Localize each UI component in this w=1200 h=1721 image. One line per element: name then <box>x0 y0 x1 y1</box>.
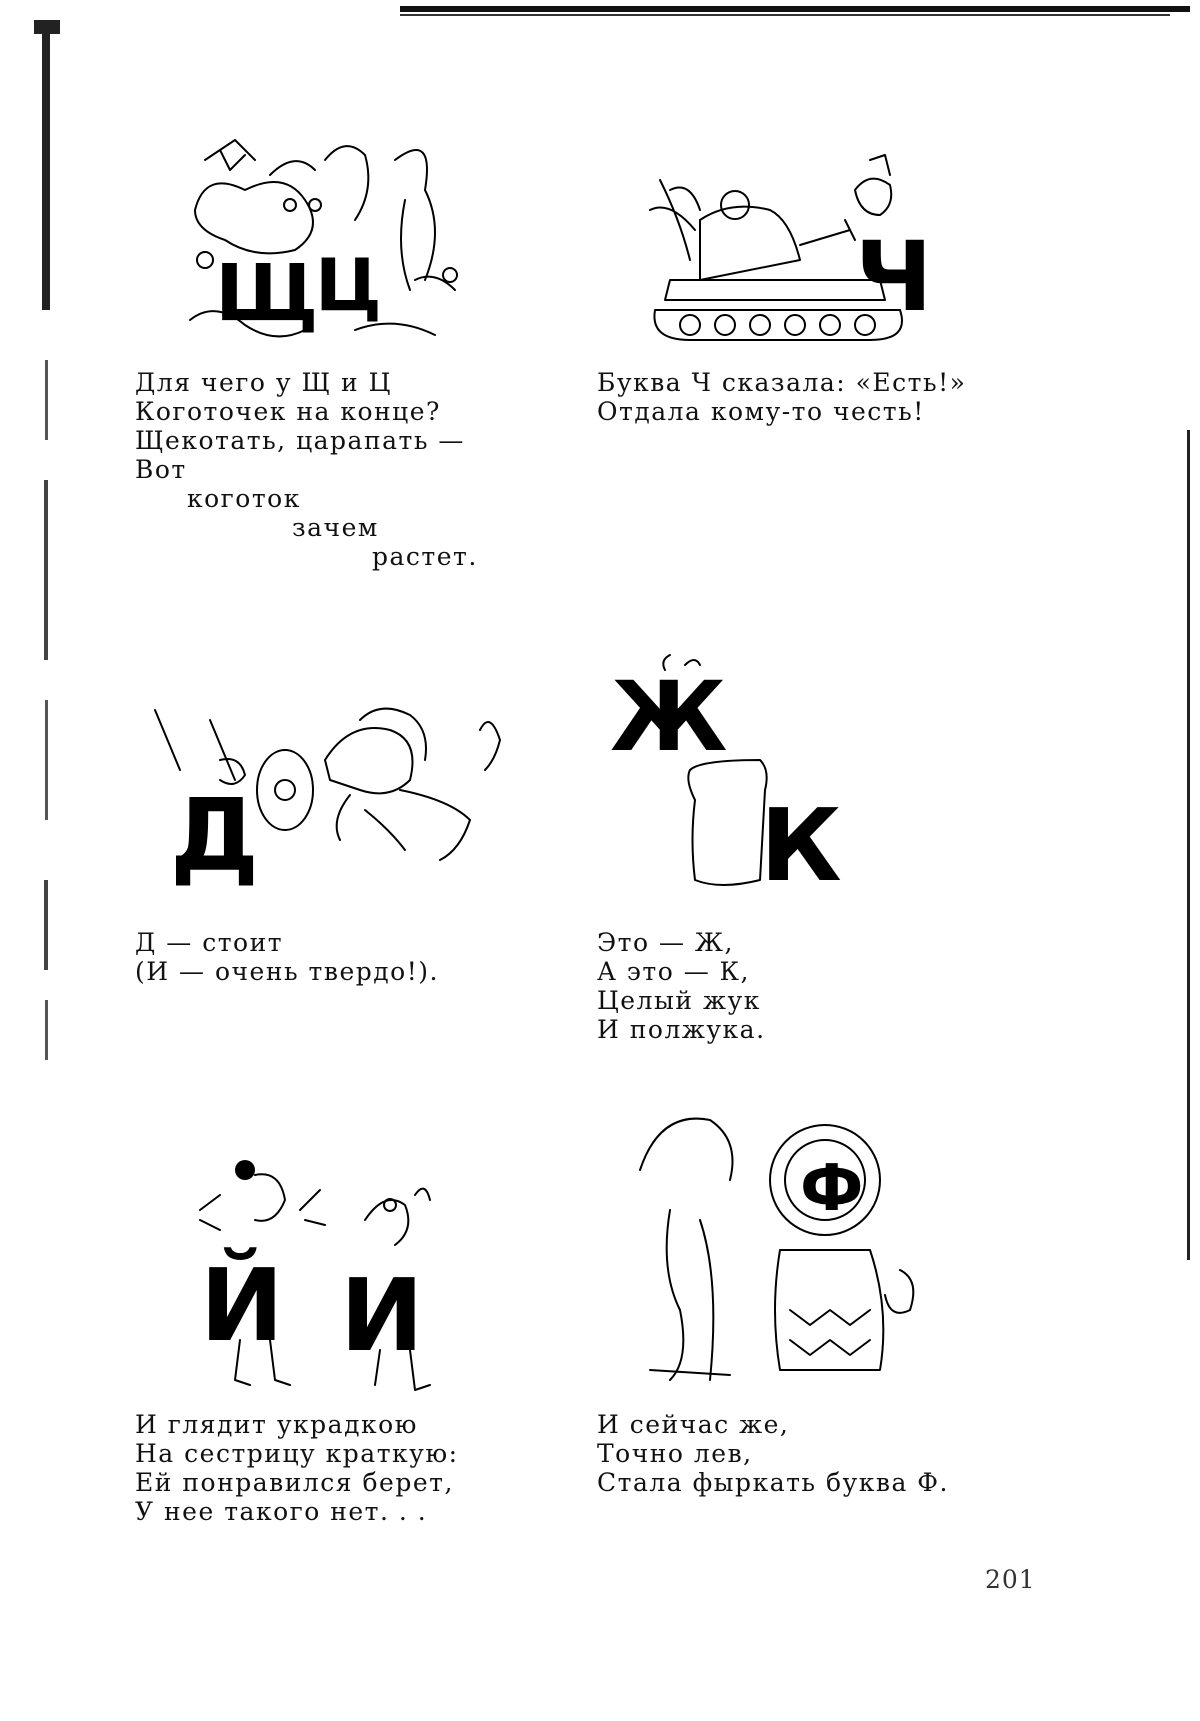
letter-f: Ф <box>800 1152 864 1226</box>
verse-line: И полжука. <box>597 1015 766 1044</box>
verse-line: Стала фыркать буква Ф. <box>597 1468 949 1497</box>
verse-d <box>135 928 439 986</box>
verse-line: Вот <box>135 455 187 484</box>
verse-line: Целый жук <box>597 986 761 1015</box>
letter-zh: Ж <box>610 661 728 773</box>
letter-ts: Ц <box>315 243 382 327</box>
verse-line: Д — стоит <box>135 928 284 957</box>
verse-zh-k <box>597 928 766 1044</box>
verse-line: Для чего у Щ и Ц <box>135 368 392 397</box>
letter-i: И <box>340 1257 424 1374</box>
letter-ch: Ч <box>855 221 933 333</box>
letter-k: К <box>760 787 842 904</box>
verse-i-short <box>135 1410 459 1526</box>
page-number: 201 <box>985 1565 1036 1594</box>
verse-line: Щекотать, царапать — <box>135 426 465 455</box>
verse-f <box>597 1410 949 1497</box>
illustration-i-short-i <box>190 1150 460 1400</box>
verse-line: А это — К, <box>597 957 750 986</box>
verse-line: На сестрицу краткую: <box>135 1439 459 1468</box>
verse-line: Коготочек на конце? <box>135 397 441 426</box>
verse-line: зачем <box>292 513 379 542</box>
scan-edge-shadow <box>34 0 60 1721</box>
right-rule <box>1187 430 1190 1260</box>
illustration-zh-k <box>610 660 842 904</box>
verse-line: Ей понравился берет, <box>135 1468 454 1497</box>
illustration-ch <box>640 160 940 360</box>
illustration-f <box>630 1110 930 1390</box>
verse-line: Это — Ж, <box>597 928 734 957</box>
letter-shch: Щ <box>215 249 319 339</box>
verse-line: коготок <box>187 484 301 513</box>
letter-i-short: Й <box>200 1247 284 1364</box>
verse-ch <box>597 368 966 426</box>
verse-line: Буква Ч сказала: «Есть!» <box>597 368 967 397</box>
top-rule <box>400 6 1190 12</box>
verse-line: Отдала кому-то честь! <box>597 397 925 426</box>
letter-d: Д <box>170 777 260 894</box>
verse-line: Точно лев, <box>597 1439 753 1468</box>
verse-line: растет. <box>372 542 478 571</box>
verse-line: (И — очень твердо!). <box>135 957 439 986</box>
verse-line: У нее такого нет. . . <box>135 1497 428 1526</box>
verse-shch-ts <box>135 368 478 571</box>
top-rule-thin <box>400 14 1170 16</box>
verse-line: И сейчас же, <box>597 1410 790 1439</box>
illustration-shch-ts <box>175 130 475 350</box>
illustration-d <box>150 700 520 894</box>
verse-line: И глядит украдкою <box>135 1410 418 1439</box>
